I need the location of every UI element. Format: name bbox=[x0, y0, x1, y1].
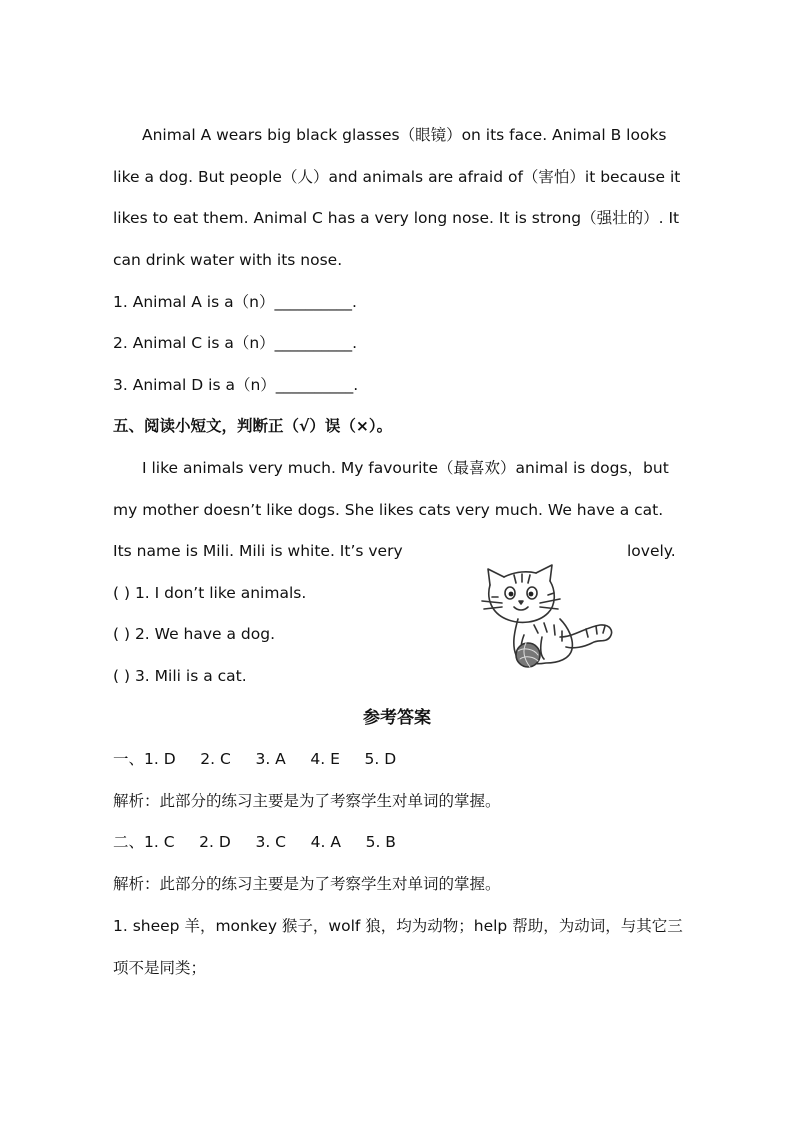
cartoon-cat-icon bbox=[474, 563, 616, 669]
passage2-line1: I like animals very much. My favourite（最喜欢）animal is dogs，but bbox=[142, 459, 669, 477]
passage1-line3: likes to eat them. Animal C has a very long nose. It is strong（强壮的）. It bbox=[113, 209, 680, 227]
passage1-line1: Animal A wears big black glasses（眼镜）on its face. Animal B looks bbox=[142, 126, 667, 144]
answers-analysis1: 解析：此部分的练习主要是为了考察学生对单词的掌握。 bbox=[113, 792, 501, 810]
answers-title: 参考答案 bbox=[363, 708, 431, 728]
judge-item: ( ) 2. We have a dog. bbox=[113, 625, 276, 643]
passage1-line2: like a dog. But people（人）and animals are afraid of（害怕）it because it bbox=[113, 168, 681, 186]
question-item: 2. Animal C is a（n）__________. bbox=[113, 334, 358, 352]
answers-note-line2: 项不是同类； bbox=[113, 959, 207, 977]
answers-section1: 一、1. D 2. C 3. A 4. E 5. D bbox=[113, 750, 397, 768]
judge-item: ( ) 3. Mili is a cat. bbox=[113, 667, 247, 685]
passage2-line3-part1: Its name is Mili. Mili is white. It’s very bbox=[113, 542, 403, 560]
passage2-line2: my mother doesn’t like dogs. She likes cats very much. We have a cat. bbox=[113, 501, 664, 519]
answers-section2: 二、1. C 2. D 3. C 4. A 5. B bbox=[113, 833, 396, 851]
passage2-line3-part2: lovely. bbox=[627, 542, 676, 560]
answers-note-line1: 1. sheep 羊，monkey 猴子，wolf 狼，均为动物；help 帮助，为动词，与其它三 bbox=[113, 917, 683, 935]
section5-title: 五、阅读小短文，判断正（√）误（×）。 bbox=[113, 417, 393, 435]
question-item: 1. Animal A is a（n）__________. bbox=[113, 293, 357, 311]
passage1-line4: can drink water with its nose. bbox=[113, 251, 343, 269]
question-item: 3. Animal D is a（n）__________. bbox=[113, 376, 359, 394]
answers-analysis2: 解析：此部分的练习主要是为了考察学生对单词的掌握。 bbox=[113, 875, 501, 893]
judge-item: ( ) 1. I don’t like animals. bbox=[113, 584, 307, 602]
